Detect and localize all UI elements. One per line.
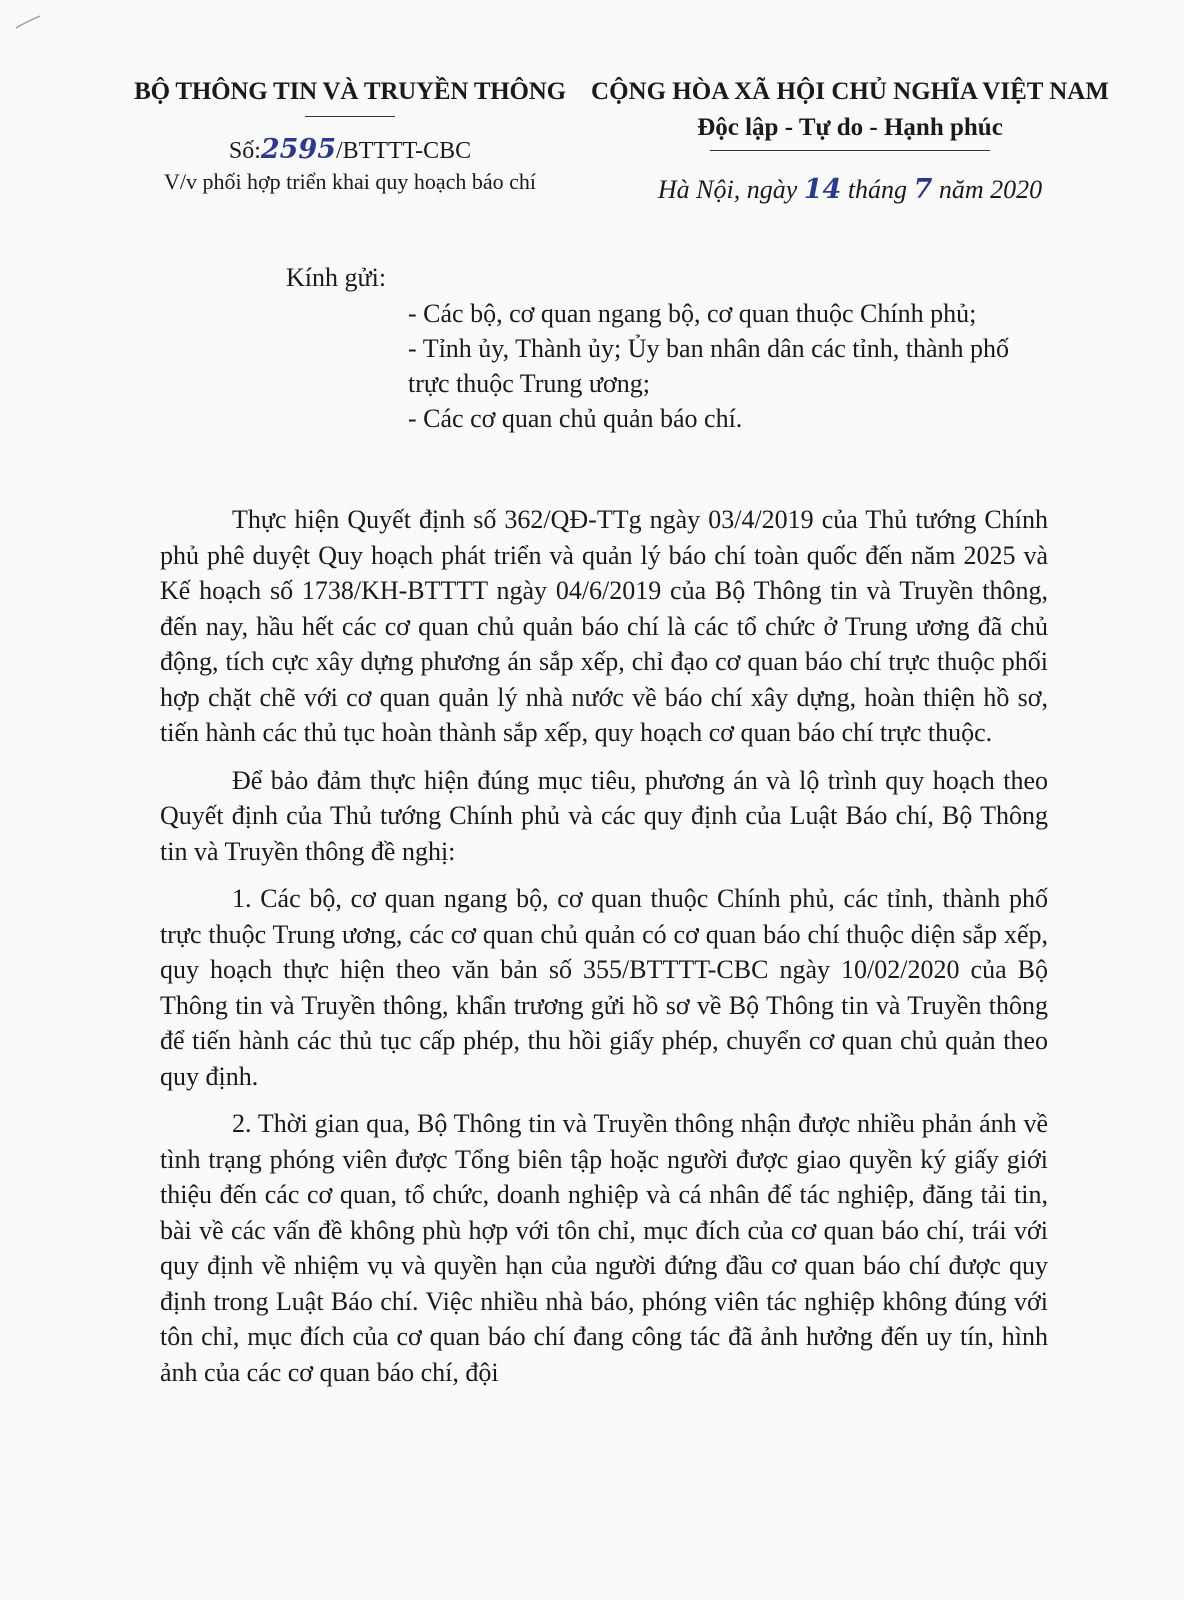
date-year: năm 2020 bbox=[938, 175, 1043, 204]
national-heading bbox=[590, 72, 1110, 207]
greeting: Kính gửi: bbox=[286, 263, 387, 292]
issuer-block bbox=[110, 72, 590, 196]
doc-number-handwritten: 2595 bbox=[260, 134, 337, 165]
date-month-label: tháng bbox=[847, 175, 908, 204]
doc-number-prefix: Số: bbox=[228, 138, 261, 164]
body-paragraph: Thực hiện Quyết định số 362/QĐ-TTg ngày 03/4/2019 của Thủ tướng Chính phủ phê duyệt Quy hoạch phát triển và quản lý báo chí toàn quốc đến năm 2025 và Kế hoạch số 1738/KH-BTTTT ngày 04/6/2019 của Bộ Thông tin và Truyền thông, đến nay, hầu hết các cơ quan chủ quản báo chí là các tổ chức ở Trung ương đã chủ động, tích cực xây dựng phương án sắp xếp, chỉ đạo cơ quan báo chí trực thuộc phối hợp chặt chẽ với cơ quan quản lý nhà nước về báo chí xây dựng, hoàn thiện hồ sơ, tiến hành các thủ tục hoàn thành sắp xếp, quy hoạch cơ quan báo chí trực thuộc. bbox=[160, 505, 1048, 747]
recipient-item: - Tỉnh ủy, Thành ủy; Ủy ban nhân dân các tỉnh, thành phố bbox=[408, 334, 1010, 363]
recipient-item: - Các cơ quan chủ quản báo chí. bbox=[408, 404, 743, 433]
motto-underline bbox=[710, 150, 990, 151]
doc-number-suffix: /BTTTT-CBC bbox=[336, 138, 472, 164]
body-paragraph: Để bảo đảm thực hiện đúng mục tiêu, phương án và lộ trình quy hoạch theo Quyết định của Thủ tướng Chính phủ và các quy định của Luật Báo chí, Bộ Thông tin và Truyền thông đề nghị: bbox=[160, 765, 1048, 866]
body-paragraph: 1. Các bộ, cơ quan ngang bộ, cơ quan thuộc Chính phủ, các tỉnh, thành phố trực thuộc Trung ương, các cơ quan chủ quản có cơ quan báo chí thuộc diện sắp xếp, quy hoạch thực hiện theo văn bản số 355/BTTTT-CBC ngày 10/02/2020 của Bộ Thông tin và Truyền thông, khẩn trương gửi hồ sơ về Bộ Thông tin và Truyền thông để tiến hành các thủ tục cấp phép, thu hồi giấy phép, chuyển cơ quan chủ quản theo quy định. bbox=[160, 884, 1048, 1091]
document-subject: V/v phối hợp triển khai quy hoạch báo chí bbox=[163, 169, 537, 194]
recipient-item: trực thuộc Trung ương; bbox=[408, 369, 650, 398]
scan-mark bbox=[14, 12, 44, 32]
date-line bbox=[590, 173, 1110, 207]
country-name: CỘNG HÒA XÃ HỘI CHỦ NGHĨA VIỆT NAM bbox=[591, 78, 1109, 105]
letter-body bbox=[160, 502, 1048, 1402]
document-number bbox=[110, 135, 590, 166]
body-paragraph: 2. Thời gian qua, Bộ Thông tin và Truyền thông nhận được nhiều phản ánh về tình trạng phóng viên được Tổng biên tập hoặc người được giao quyền ký giấy giới thiệu đến các cơ quan, tổ chức, doanh nghiệp và cá nhân để tác nghiệp, đăng tải tin, bài về các vấn đề không phù hợp với tôn chỉ, mục đích của cơ quan báo chí, trái với quy định về nhiệm vụ và quyền hạn của người đứng đầu cơ quan báo chí được quy định trong Luật Báo chí. Việc nhiều nhà báo, phóng viên tác nghiệp không đúng với tôn chỉ, mục đích của cơ quan báo chí đang công tác đã ảnh hưởng đến uy tín, hình ảnh của các cơ quan báo chí, đội bbox=[160, 1109, 1048, 1387]
national-motto: Độc lập - Tự do - Hạnh phúc bbox=[697, 114, 1003, 141]
date-place: Hà Nội, ngày bbox=[657, 175, 798, 204]
issuer-underline bbox=[305, 116, 395, 117]
ministry-name: BỘ THÔNG TIN VÀ TRUYỀN THÔNG bbox=[134, 78, 566, 105]
date-day-handwritten: 14 bbox=[803, 174, 842, 205]
recipient-item: - Các bộ, cơ quan ngang bộ, cơ quan thuộc Chính phủ; bbox=[408, 299, 977, 328]
recipient-list bbox=[408, 296, 1068, 436]
date-month-handwritten: 7 bbox=[913, 174, 933, 205]
